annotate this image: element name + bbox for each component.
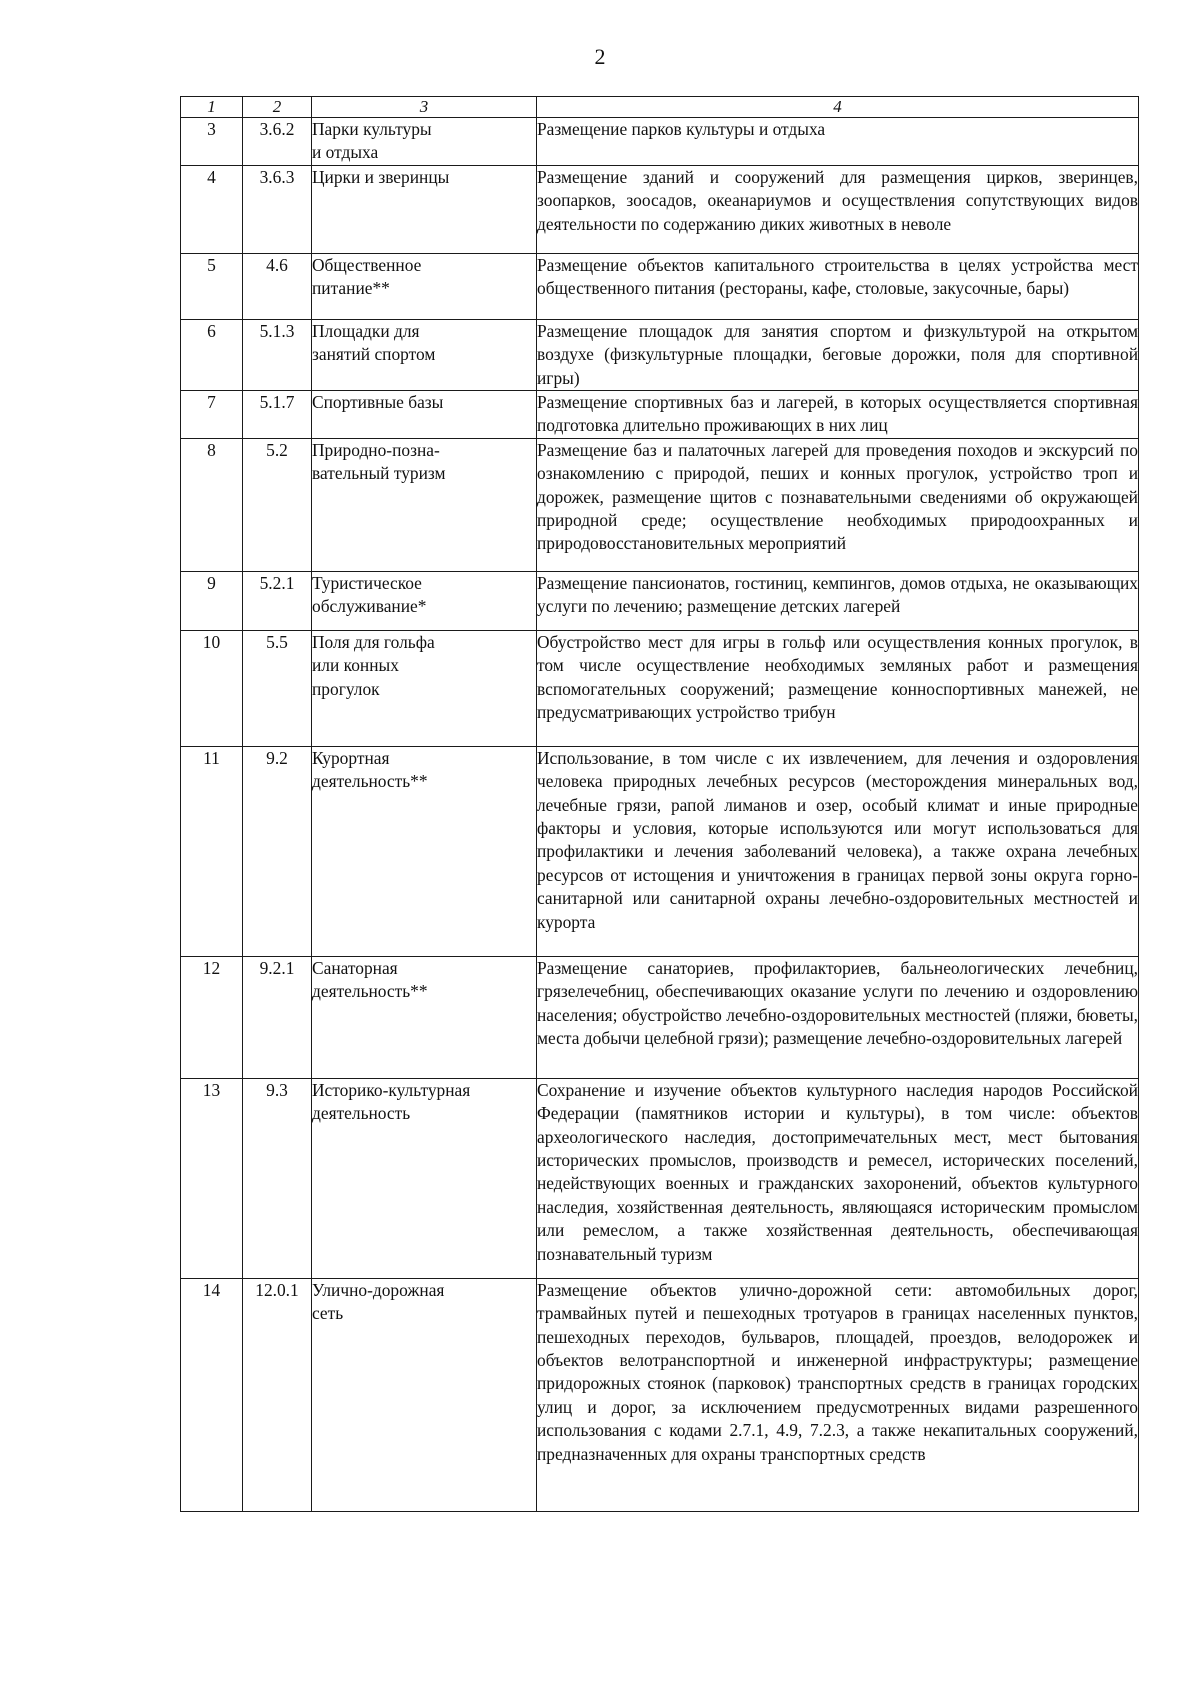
row-number: 12 (181, 956, 243, 1078)
table-row (181, 956, 1139, 1078)
table-row (181, 165, 1139, 253)
column-header-3: 3 (312, 97, 537, 118)
table-row (181, 746, 1139, 956)
table-row (181, 319, 1139, 390)
use-name: Природно-позна- вательный туризм (312, 438, 537, 571)
land-use-table (180, 96, 1139, 1512)
use-description: Размещение парков культуры и отдыха (537, 118, 1139, 166)
use-code: 5.1.7 (243, 391, 312, 439)
use-name: Общественное питание** (312, 253, 537, 319)
use-description: Сохранение и изучение объектов культурного наследия народов Российской Федерации (памятников истории и культуры), в том числе: объектов археологического наследия, достопримечательных мест, мест бытования исторических промыслов, производств и ремесел, исторических поселений, недействующих военных и гражданских захоронений, объектов культурного наследия, хозяйственная деятельность, являющаяся историческим промыслом или ремеслом, а также хозяйственная деятельность, обеспечивающая познавательный туризм (537, 1078, 1139, 1278)
use-name: Спортивные базы (312, 391, 537, 439)
use-description: Размещение зданий и сооружений для размещения цирков, зверинцев, зоопарков, зоосадов, океанариумов и осуществления сопутствующих видов деятельности по содержанию диких животных в неволе (537, 165, 1139, 253)
use-name: Туристическое обслуживание* (312, 571, 537, 630)
table-row (181, 571, 1139, 630)
use-code: 5.2 (243, 438, 312, 571)
use-name: Санаторная деятельность** (312, 956, 537, 1078)
column-header-2: 2 (243, 97, 312, 118)
row-number: 10 (181, 630, 243, 746)
table-row (181, 1078, 1139, 1278)
use-name: Площадки для занятий спортом (312, 319, 537, 390)
row-number: 6 (181, 319, 243, 390)
use-description: Размещение объектов капитального строительства в целях устройства мест общественного питания (рестораны, кафе, столовые, закусочные, бары) (537, 253, 1139, 319)
row-number: 4 (181, 165, 243, 253)
use-description: Использование, в том числе с их извлечением, для лечения и оздоровления человека природных лечебных ресурсов (месторождения минеральных вод, лечебные грязи, рапой лиманов и озер, особый климат и иные природные факторы и условия, которые используются или могут использоваться для профилактики и лечения заболеваний человека), а также охрана лечебных ресурсов от истощения и уничтожения в границах первой зоны округа горно-санитарной или санитарной охраны лечебно-оздоровительных местностей и курорта (537, 746, 1139, 956)
use-description: Размещение спортивных баз и лагерей, в которых осуществляется спортивная подготовка длительно проживающих в них лиц (537, 391, 1139, 439)
use-name: Цирки и зверинцы (312, 165, 537, 253)
row-number: 8 (181, 438, 243, 571)
use-name: Поля для гольфа или конных прогулок (312, 630, 537, 746)
use-name: Улично-дорожная сеть (312, 1278, 537, 1511)
use-name: Парки культуры и отдыха (312, 118, 537, 166)
use-name: Курортная деятельность** (312, 746, 537, 956)
use-code: 5.2.1 (243, 571, 312, 630)
table-row (181, 253, 1139, 319)
use-code: 3.6.3 (243, 165, 312, 253)
table-row (181, 438, 1139, 571)
table-row (181, 391, 1139, 439)
use-code: 5.1.3 (243, 319, 312, 390)
row-number: 5 (181, 253, 243, 319)
use-code: 3.6.2 (243, 118, 312, 166)
use-description: Размещение баз и палаточных лагерей для проведения походов и экскурсий по ознакомлению с природой, пеших и конных прогулок, устройство троп и дорожек, размещение щитов с познавательными сведениями об окружающей природной среде; осуществление необходимых природоохранных и природовосстановительных мероприятий (537, 438, 1139, 571)
row-number: 13 (181, 1078, 243, 1278)
page-number: 2 (594, 44, 606, 69)
use-code: 9.2 (243, 746, 312, 956)
use-description: Размещение пансионатов, гостиниц, кемпингов, домов отдыха, не оказывающих услуги по лечению; размещение детских лагерей (537, 571, 1139, 630)
table-row (181, 118, 1139, 166)
row-number: 7 (181, 391, 243, 439)
use-code: 9.2.1 (243, 956, 312, 1078)
row-number: 11 (181, 746, 243, 956)
use-description: Размещение санаториев, профилакториев, бальнеологических лечебниц, грязелечебниц, обеспечивающих оказание услуги по лечению и оздоровлению населения; обустройство лечебно-оздоровительных местностей (пляжи, бюветы, места добычи целебной грязи); размещение лечебно-оздоровительных лагерей (537, 956, 1139, 1078)
row-number: 3 (181, 118, 243, 166)
use-code: 5.5 (243, 630, 312, 746)
use-description: Размещение площадок для занятия спортом и физкультурой на открытом воздухе (физкультурные площадки, беговые дорожки, поля для спортивной игры) (537, 319, 1139, 390)
column-header-1: 1 (181, 97, 243, 118)
row-number: 14 (181, 1278, 243, 1511)
use-code: 9.3 (243, 1078, 312, 1278)
table-header-row (181, 97, 1139, 118)
table-row (181, 1278, 1139, 1511)
column-header-4: 4 (537, 97, 1139, 118)
use-description: Обустройство мест для игры в гольф или осуществления конных прогулок, в том числе осуществление необходимых земляных работ и размещения вспомогательных сооружений; размещение конноспортивных манежей, не предусматривающих устройство трибун (537, 630, 1139, 746)
use-description: Размещение объектов улично-дорожной сети: автомобильных дорог, трамвайных путей и пешеходных тротуаров в границах населенных пунктов, пешеходных переходов, бульваров, площадей, проездов, велодорожек и объектов велотранспортной и инженерной инфраструктуры; размещение придорожных стоянок (парковок) транспортных средств в границах городских улиц и дорог, за исключением предусмотренных видами разрешенного использования с кодами 2.7.1, 4.9, 7.2.3, а также некапитальных сооружений, предназначенных для охраны транспортных средств (537, 1278, 1139, 1511)
table-row (181, 630, 1139, 746)
use-name: Историко-культурная деятельность (312, 1078, 537, 1278)
row-number: 9 (181, 571, 243, 630)
use-code: 12.0.1 (243, 1278, 312, 1511)
use-code: 4.6 (243, 253, 312, 319)
